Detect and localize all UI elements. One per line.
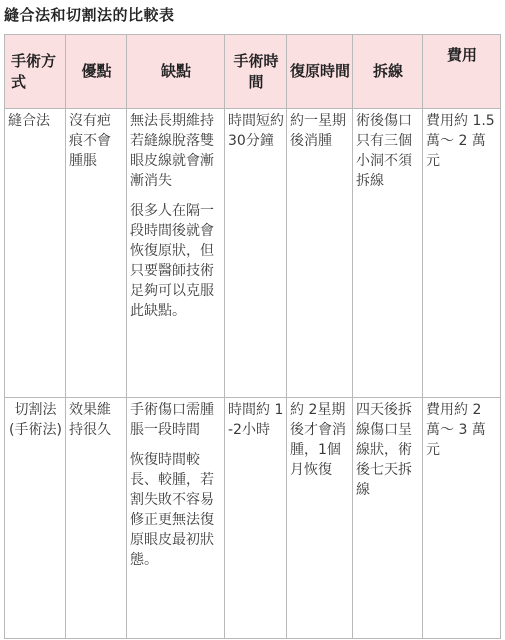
table-row	[5, 109, 501, 398]
cell-recovery-time: 約 2星期後才會消腫，1個月恢復	[287, 398, 353, 639]
column-header-pros: 優點	[66, 35, 127, 109]
column-header-cost: 費用	[423, 35, 501, 109]
cell-method: 縫合法	[5, 109, 66, 398]
cell-cost: 費用約 2 萬～ 3 萬元	[423, 398, 501, 639]
cons-paragraph: 無法長期維持若縫線脫落雙眼皮線就會漸漸消失	[130, 113, 214, 189]
cell-method: 切割法 (手術法)	[5, 398, 66, 639]
column-header-method: 手術方式	[5, 35, 66, 109]
column-header-surgery-time: 手術時間	[225, 35, 287, 109]
cons-paragraph: 恢復時間較長、較腫，若割失敗不容易修正更無法復原眼皮最初狀態。	[130, 452, 214, 568]
cell-cost: 費用約 1.5 萬～ 2 萬元	[423, 109, 501, 398]
cell-stitches: 四天後拆線傷口呈線狀，術後七天拆線	[353, 398, 423, 639]
column-header-recovery-time: 復原時間	[287, 35, 353, 109]
cons-paragraph: 很多人在隔一段時間後就會恢復原狀，但只要醫師技術足夠可以克服此缺點。	[130, 203, 214, 319]
cell-recovery-time: 約一星期後消腫	[287, 109, 353, 398]
cell-stitches: 術後傷口只有三個小洞不須拆線	[353, 109, 423, 398]
cons-paragraph: 手術傷口需腫脹一段時間	[130, 402, 214, 438]
column-header-stitches: 拆線	[353, 35, 423, 109]
cell-surgery-time: 時間短約 30分鐘	[225, 109, 287, 398]
cell-pros: 效果維持很久	[66, 398, 127, 639]
table-row	[5, 398, 501, 639]
comparison-table	[4, 34, 501, 639]
page-title: 縫合法和切割法的比較表	[4, 6, 175, 24]
cell-cons	[127, 109, 225, 398]
cell-surgery-time: 時間約 1-2小時	[225, 398, 287, 639]
cell-cons	[127, 398, 225, 639]
cell-pros: 沒有疤痕不會腫脹	[66, 109, 127, 398]
table-header-row	[5, 35, 501, 109]
column-header-cons: 缺點	[127, 35, 225, 109]
